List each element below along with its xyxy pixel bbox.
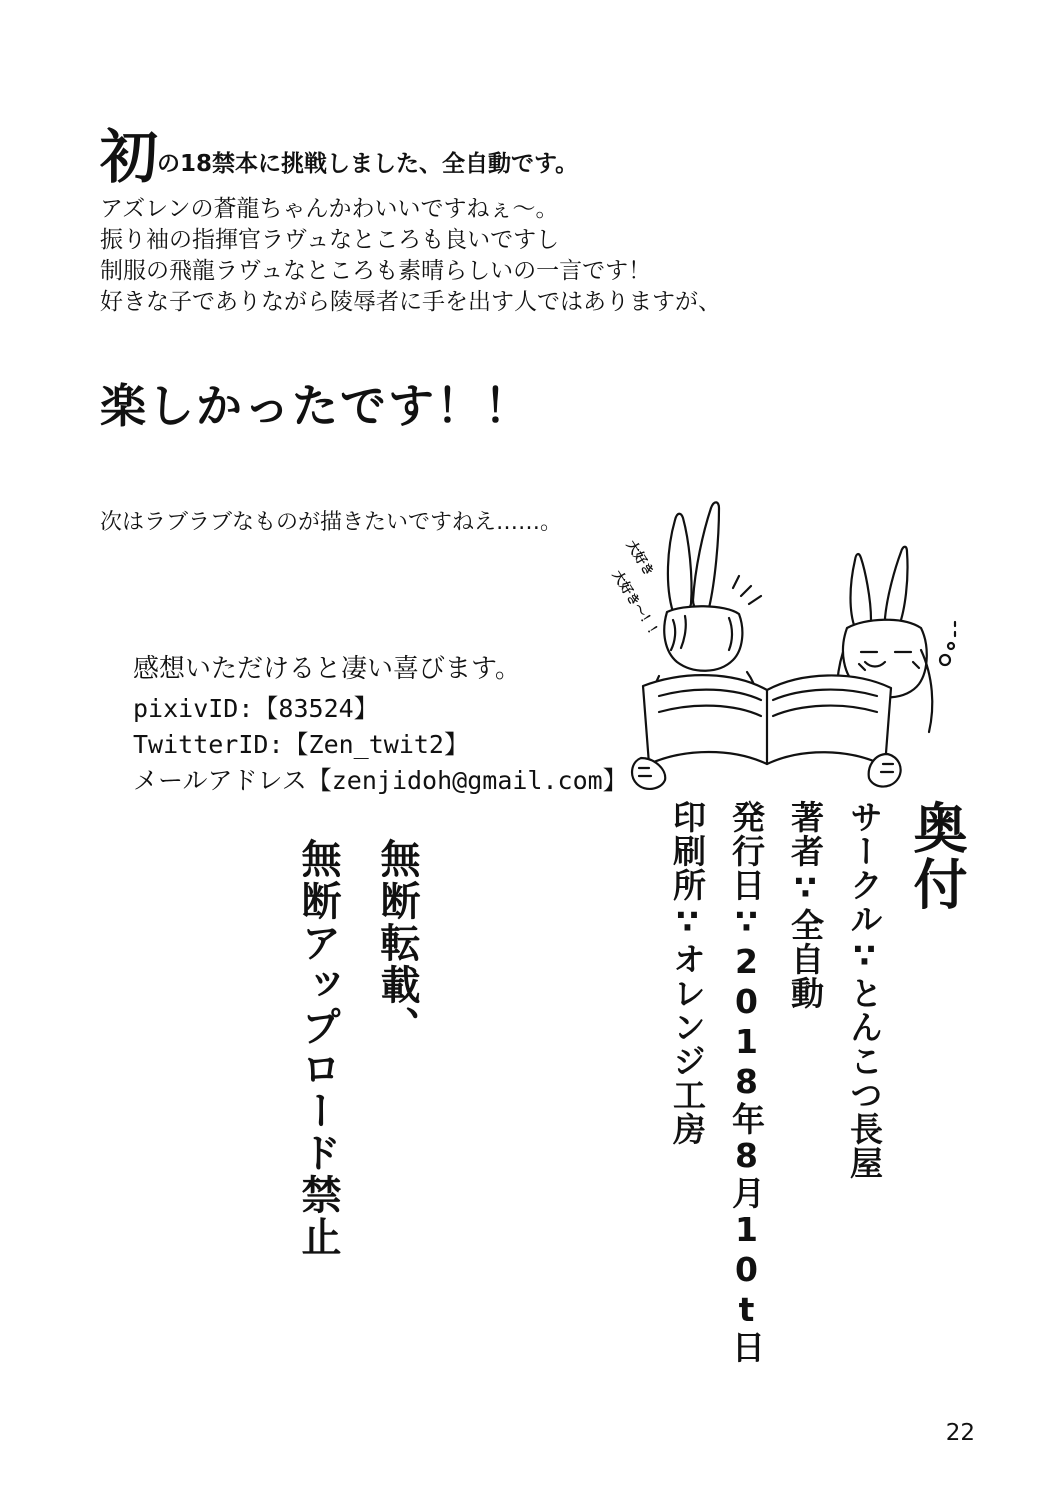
- colophon-date: 発行日∵2018年8月10t日: [727, 800, 766, 1364]
- illustration-bunny-girls-reading-book: [608, 500, 995, 820]
- sfx-text-2: 大好き～！！: [608, 568, 663, 643]
- afterword-lead-big: 初: [100, 123, 158, 191]
- contact-heading: 感想いただけると凄い喜びます。: [133, 654, 521, 684]
- afterword-lead-rest: の18禁本に挑戦しました、全自動です。: [157, 151, 579, 177]
- warning-block: [290, 838, 426, 1258]
- afterword-block: [100, 123, 860, 318]
- contact-mail-address: メールアドレス【zenjidoh@gmail.com】: [133, 766, 628, 795]
- colophon-circle: サークル∵とんこつ長屋: [845, 800, 884, 1180]
- colophon-title: 奥付: [905, 800, 968, 912]
- contact-twitter-id: TwitterID:【Zen_twit2】: [133, 730, 469, 759]
- warning-line-2: 無断アップロード禁止: [295, 838, 341, 1258]
- colophon-block: [652, 800, 975, 1364]
- page-number: 22: [945, 1420, 975, 1446]
- contact-block: [133, 648, 628, 799]
- afterword-lead: [100, 123, 860, 191]
- contact-pixiv-id: pixivID:【83524】: [133, 694, 379, 723]
- colophon-author: 著者∵全自動: [786, 800, 825, 1010]
- colophon-printer: 印刷所∵オレンジ工房: [668, 800, 707, 1146]
- sfx-text-1: 大好き: [622, 538, 657, 580]
- afterword-shout: 楽しかったです！！: [100, 379, 532, 433]
- afterword-line-2: 振り袖の指揮官ラヴュなところも良いですし: [100, 227, 560, 253]
- afterword-next-line: 次はラブラブなものが描きたいですねえ……。: [100, 510, 563, 535]
- afterword-line-3: 制服の飛龍ラヴュなところも素晴らしいの一言です！: [100, 258, 652, 284]
- warning-line-1: 無断転載、: [374, 838, 420, 1048]
- afterword-line-4: 好きな子でありながら陵辱者に手を出す人ではありますが、: [100, 289, 721, 315]
- afterword-line-1: アズレンの蒼龍ちゃんかわいいですねぇ～。: [100, 196, 559, 222]
